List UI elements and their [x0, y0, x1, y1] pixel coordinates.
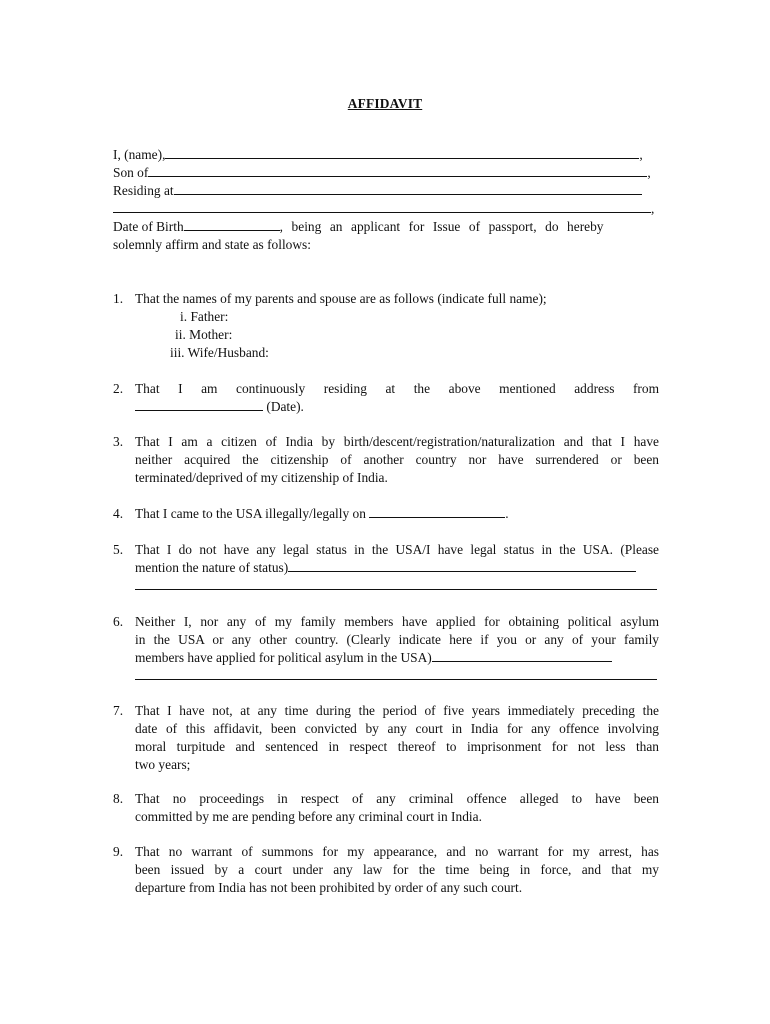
sub-number: iii. [170, 345, 185, 360]
item-text: That no warrant of summons for my appearance, and no warrant for my arrest, has been issued by a court under any law for the time being in force, and that my departure from India has not been prohibited by order of any such court. [135, 844, 659, 895]
item-number: 3. [113, 434, 124, 449]
name-label: I, (name), [113, 147, 166, 162]
item-text: That I came to the USA illegally/legally on . [135, 506, 509, 521]
son-of-comma: , [647, 165, 651, 180]
item-number: 5. [113, 542, 124, 557]
item-text: Neither I, nor any of my family members have applied for obtaining political asylum in the USA or any other country. (Clearly indicate here if you or any of your family members have applied for political asylum in the USA) [135, 613, 659, 685]
spouse-label: Wife/Husband: [187, 345, 269, 360]
item-number: 7. [113, 703, 124, 718]
arrival-date-field[interactable] [369, 505, 505, 518]
affirm-line: solemnly affirm and state as follows: [113, 237, 311, 252]
dob-rest: , being an applicant for Issue of passport, do hereby [279, 219, 604, 234]
son-of-field[interactable] [148, 164, 647, 177]
item-number: 8. [113, 791, 124, 806]
name-comma: , [639, 147, 643, 162]
son-of-line [113, 164, 659, 182]
mother-label: Mother: [189, 327, 233, 342]
dob-field[interactable] [184, 218, 280, 231]
status-field[interactable] [288, 559, 636, 572]
sub-number: i. [180, 309, 188, 324]
sub-number: ii. [175, 327, 186, 342]
asylum-field-continued[interactable] [135, 667, 657, 680]
father-label: Father: [190, 309, 229, 324]
item-number: 4. [113, 506, 124, 521]
residing-line [113, 182, 659, 200]
item-text: That I am continuously residing at the above mentioned address from (Date). [135, 381, 659, 414]
residing-label: Residing at [113, 183, 174, 198]
son-of-label: Son of [113, 165, 149, 180]
dob-line [113, 218, 659, 236]
dob-label: Date of Birth [113, 219, 184, 234]
item-number: 1. [113, 291, 124, 306]
item-text: That I do not have any legal status in the USA/I have legal status in the USA. (Please mention the nature of status) [135, 541, 659, 595]
address-continued-line [113, 200, 659, 218]
name-line [113, 146, 659, 164]
item-number: 2. [113, 381, 124, 396]
asylum-field[interactable] [432, 649, 612, 662]
address-field[interactable] [113, 200, 651, 213]
item-number: 9. [113, 844, 124, 859]
item-text: That the names of my parents and spouse are as follows (indicate full name); [135, 291, 547, 306]
item-text: That no proceedings in respect of any criminal offence alleged to have been committed by me are pending before any criminal court in India. [135, 791, 659, 824]
item-text: That I have not, at any time during the period of five years immediately preceding the date of this affidavit, been convicted by any court in India for any offence involving moral turpitude and sentenced in respect thereof to imprisonment for not less than two years; [135, 703, 659, 772]
item-text: That I am a citizen of India by birth/descent/registration/naturalization and that I have neither acquired the citizenship of another country nor have surrendered or been terminated/deprived of my citizenship of India. [135, 434, 659, 485]
residing-field[interactable] [174, 182, 642, 195]
name-field[interactable] [165, 146, 639, 159]
item-number: 6. [113, 614, 124, 629]
residing-since-date-field[interactable] [135, 398, 263, 411]
status-field-continued[interactable] [135, 577, 657, 590]
spouse-row [170, 344, 269, 362]
mother-row [175, 326, 232, 344]
document-title: AFFIDAVIT [347, 96, 423, 111]
father-row [180, 308, 228, 326]
address-comma: , [651, 201, 655, 216]
